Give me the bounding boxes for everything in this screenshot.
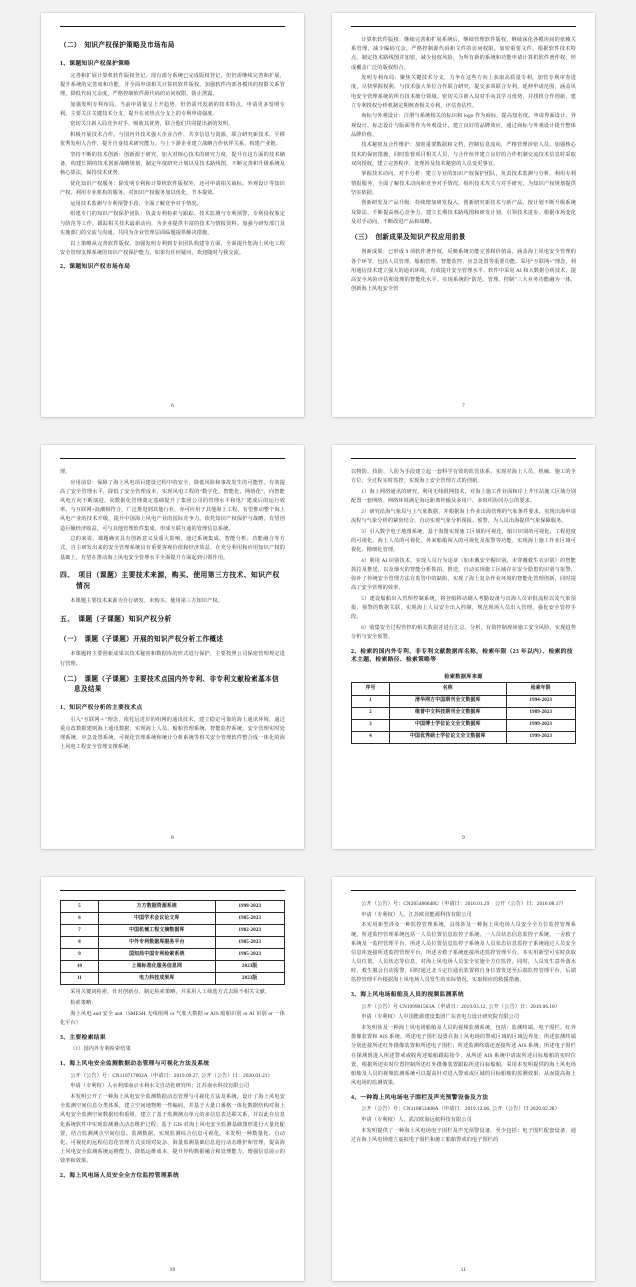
body-paragraph: 创新成果：已形成 9 项软件著作权，反映系统功能完善和价值高。涵盖海上风电安全管理的各个环节，包括人员管理、船舶管理、智能监控、应急处置等重要功能。采用“互联网+”理念，利用通信技术建立强大的通讯环境，有效提升安全管理水平。软件中采用 AI 和大数据分析技术，提高安全风险评估和处理的智能化水平。实现系统的“防范、管理、控制”三大业务功能融为一体，创新海上风电安全管 xyxy=(351,249,576,293)
body-paragraph: 完善和扩展计算机软件版权登记。现有部分系统已完成版权登记，但仍需继续完善和扩展，提升系统的完善度和功能，并全面申请相关计算机软件版权。加强软件内部各模块的权限关系管理，降低代码冗余度，严格控制软件源代码的访问权限，防止泄露。 xyxy=(60,72,285,97)
page-spacer xyxy=(60,1184,285,1264)
table-cell: 清华网方中国期刊全文数据库 xyxy=(390,695,506,707)
page-spacer xyxy=(60,275,285,400)
body-paragraph: 以上策略从完善软件版权、加强发明专利到专业团队构建等方面，全面提升您海上风电工程安全管理支撑系统的知识产权保护能力。如果有任何疑问，欢迎随时与我交流。 xyxy=(60,240,285,256)
chapter-heading: 四、 项目（课题）主要技术来源，购买、使用第三方技术、知识产权情况 xyxy=(60,572,280,590)
body-paragraph: 本实用新型涉及一种监控管理系统，具体涉及一种海上风电场人员安全全方位监控管理系统。所述监控管理系统包括一人员位置信息监控子系统、一人员状态信息监控子系统、一舍救子系统及一监控管理平台，所述人员位置信息监控子系统及人员状态信息监控子系统通过人员安全信息库连接所述监控管理平台，所述舍救子系统连接所述监控管理平台。本实用新型可实时获取人员位置、人员状态等信息，对海上风电场人员安全实施全方位监控。同时，人员发生意外落水时，救生服会自动报警，同时通过北斗定位通讯装置将自身位置发送至后端监控管理平台，后端监控管理平台根据海上风电场人员发生的实际情况，实取相应的救援措施。 xyxy=(351,922,576,984)
body-paragraph: 计算机软件版权：继续完善和扩展系统后，继续管理软件版权，继续深化各模块间的依赖关系管理，减少编码冗余。严格控制源代码和文件的访问权限，加密重要文件。根据软件技术特点，制定技术路线图并加密，减少侵权风险，为所有新的系统和功能申请计算机软件著作权，形成覆盖广泛的版权组合。 xyxy=(351,37,576,71)
document-page xyxy=(41,445,304,849)
table-row xyxy=(61,925,285,937)
table-cell: 2 xyxy=(352,707,390,719)
body-paragraph: 掌握技术动向、对手分析：建立专业的知识产权保护团队，负责技术监测与分析。利用专利情报服务，全面了解技术动向和竞争对手情况。组织技术攻关与对手研究，为知识产权规划提供坚实依据。 xyxy=(351,171,576,196)
page-spacer xyxy=(351,296,576,400)
page-number: 7 xyxy=(462,403,465,409)
table-cell: 1985-2023 xyxy=(215,913,284,925)
body-paragraph: 公开（公告）号：CN205486648U（申请日：2016.01.29 公开（公告）日：2016.08.17） xyxy=(361,901,567,907)
table-cell: 万方数据资源系统 xyxy=(99,901,215,913)
body-paragraph: 运用技术监测与专利预警手段，全面了解竞争对手情况。 xyxy=(70,200,202,207)
numbered-heading: 1、知识产权分析的主要技术点 xyxy=(60,705,143,711)
table-row xyxy=(61,913,285,925)
table-cell: 7 xyxy=(61,925,99,937)
body-paragraph: 以物防、技防、人防为手段建立起一套科学有效的监管体系，实现对海上人员、机械、施工的全方位、全过程实时监控，实现海上安全管理方式的创新。 xyxy=(351,469,576,485)
document-page xyxy=(41,877,304,1281)
page-number: 9 xyxy=(462,835,465,841)
section-heading: （二） 课题（子课题）主要技术点国内外专利、非专利文献检索基本信息及结果 xyxy=(60,676,279,694)
body-paragraph: 2）研究沿海气象局与上气象数据，并根据海上作业出海管理的气象条件要求。实现出海申请流程与气象分析的紧密结合，自动实现气象分析预报、预警，为人员出海提供气象保障服务。 xyxy=(351,508,576,524)
body-paragraph: 3）引入数字电子地图系统，基于海图实现施工区域的可视化，船只识别的可视化、工程进度的可视化、海上人员的可视化、外来船舶闯入的可视化及报警等功能，实现海上施工作业区域可视化、精细化管理。 xyxy=(351,528,576,553)
table-cell: 1982-2023 xyxy=(215,925,284,937)
body-paragraph: 商标与外观设计：注册与系统相关的标识和 logo 作为商标，提高知名度。申请界面设计、外观设计、标志设计与版面等作为外观设计，建立良好的品牌效应，通过商标与外观设计提升整体品牌价值。 xyxy=(351,113,576,138)
table-cell: 4 xyxy=(352,731,390,743)
page-content xyxy=(351,890,576,1275)
body-paragraph: 坚持不断的技术创新：创新源于研究，加大对核心技术的研究力度，提升在这方面的技术储备。构建长期的技术创新战略规划，制定年度研究计划以及技术路线图，不断完善和升级系统及核心算法，保持技术优势。 xyxy=(60,151,285,177)
body-paragraph: 总的来说，课题确实具有创新意义及重大影响。通过系统集成、智能分析、功能融合等方式，自主研发出来的安全管理系统具有重要客观价值和经济效益。在充分利用和应用知识产权的基础上，有望在推动海上风电安全管理水平全面提升方面起到引领作用。 xyxy=(60,536,285,561)
header-rule xyxy=(351,26,576,27)
document-page xyxy=(332,445,595,849)
table-header-row xyxy=(352,683,576,695)
body-paragraph: 采用关键词检索，针对创新点，制定检索策略，并采用人工筛选方式去除不相关文献。 xyxy=(70,989,271,996)
page-number: 8 xyxy=(171,835,174,841)
numbered-heading: 2、课题知识产权市场布局 xyxy=(60,264,131,271)
body-paragraph: 积极开展技术合作。与国内外技术强大企业合作，共享信息与资源，联合研究新技术。平移优秀发明人合作，提升自身技术研究能力。与上下游企业建立战略合作伙伴关系，构建产业链。 xyxy=(60,132,285,148)
document-page xyxy=(41,13,304,417)
section-heading: （三） 创新成果及知识产权应用前景 xyxy=(351,234,466,242)
body-paragraph: 技术秘密及合作维护：加密重要数据和文档，控制信息流向，严格管理涉密人员。加强核心技术的保密措施，同时监督项目相关人员，与合作伙伴建立良好的合作机制交流技术信息时采取双向授权，建立完善程序，处理涉及技术秘密的人员变更事宜。 xyxy=(351,142,576,167)
body-paragraph: 加强发明专利布局。当前申请量呈上升趋势，但仍需开发新的技术特点，申请更多发明专利。主要关注关键技术分支，提升在该热点分支上的专利申请强度。 xyxy=(60,101,285,117)
body-paragraph: 申请（专利权）人水利部南京水利水文自动化研究所；江苏南水科技有限公司 xyxy=(70,1083,250,1090)
section-heading: （二） 知识产权保护策略及市场布局 xyxy=(60,42,175,49)
table-cell: 9 xyxy=(61,949,99,961)
body-paragraph: 组建专门的知识产权保护团队：负责专利检索与跟踪、技术监测与专利预警、专利侵权鉴定与防范等工作，跟踪相关技术最新动向，为企业提供丰富的技术与情报资料。加强与研发部门及实施部门的交流与沟通，共同为企业管理层面临题提供解决措施。 xyxy=(60,211,285,236)
page-spacer xyxy=(351,747,576,832)
search-database-table xyxy=(351,682,576,743)
search-database-table xyxy=(60,900,285,985)
numbered-heading: 3、主要检索结果 xyxy=(60,1034,106,1041)
table-row xyxy=(61,901,285,913)
page-content xyxy=(351,458,576,843)
table-cell: 中国优秀硕士学位论文全文数据库 xyxy=(390,731,506,743)
numbered-heading: 1、课题知识产权保护策略 xyxy=(60,60,131,67)
header-rule xyxy=(351,890,576,891)
body-paragraph: 本课题主要技术来源为自行研发，未购买、使用第三方知识产权。 xyxy=(70,598,223,605)
page-spacer xyxy=(60,754,285,832)
table-cell: 电力科技成果库 xyxy=(99,973,215,985)
table-header-cell: 序号 xyxy=(352,683,390,695)
page-content xyxy=(60,26,285,411)
table-caption: 检索数据库来源 xyxy=(444,673,483,680)
page-spacer xyxy=(351,1147,576,1264)
body-paragraph: 申请（专利权）人、武汉欧海远航科技有限公司 xyxy=(361,1117,472,1124)
body-paragraph: 5）建设船舶出入管理控制系统，将登船移动刷入考勤设备与出海人员审批流程以及气象预报、预警的数据关联，实现海上人员安全出入控制，规范现场人员出入管理，强化安全管控手段。 xyxy=(351,595,576,621)
body-paragraph: 申请（专利权）人中国能源建设集团广东省电力设计研究院有限公司 xyxy=(361,1014,520,1021)
table-cell: 1 xyxy=(352,695,390,707)
body-paragraph: 优化知识产权服务：除发明专利和计算机软件版权外，还可申请相关商标、外观设计等知识产权。利用专业机构的服务，对知识产权服务加以优化，节本提效。 xyxy=(60,180,285,197)
body-paragraph: 公开（公告）号 CN109901563A（申请日：2019.03.12, 公开（公告）日：2019.06.18） xyxy=(361,1003,561,1010)
table-cell: 1999-2023 xyxy=(506,719,575,731)
table-cell: 1994-2023 xyxy=(506,695,575,707)
body-paragraph: 海上风电 and 安全 and（SMESH 无线组网 or 气象大数据 or AIS 船舶识别 or AI 识别 or 一体化平台） xyxy=(60,1010,285,1026)
page-number: 11 xyxy=(460,1267,467,1273)
table-cell: 6 xyxy=(61,913,99,925)
numbered-heading: 2、海上风电场人员安全全方位监控管理系统 xyxy=(60,1172,180,1179)
body-paragraph: 本发明公开了一种海上风电安全监测数据动态管理与可视化方法及系统。设计了海上风电安全监测空间信息分类体系，建立空间地物唯一性编码，并基于大量口番格一体化数据结构对海上风电安全监测空间数据结构重组，建立了基于监测测点单元的多信息表达联关系，并以此在信息化系统软件中实现监测测点动态维护过程；基于 GIS 对海上风电安全监测基础图形进行大量化配置，结合监测测点空间信息、监测数据，实现监测综合信息可视化。本发明一种数量化、自动化、可视化的远程信息化管理方式实现对复杂、海量监测基础信息进行动态维护和管理，提高海上风电安全监测系统运维能力，降低运维成本，提升异构数据融合和处理能力，增强信息展示的效率和效果。 xyxy=(60,1094,285,1165)
table-row xyxy=(61,961,285,973)
table-cell: 1999-2023 xyxy=(506,731,575,743)
table-row xyxy=(61,937,285,949)
body-paragraph: 申请（专利权）人、江苏欧讯能源科技有限公司 xyxy=(361,911,472,918)
header-rule xyxy=(351,458,576,459)
table-cell: 中外专利数据库服务平台 xyxy=(99,937,215,949)
body-paragraph: 公开（公告）号：CN110717002A（申请日：2019.09.27, 公开（公告）日：2020.01.21） xyxy=(70,1072,273,1079)
table-cell: 11 xyxy=(61,973,99,985)
table-row xyxy=(352,707,576,719)
table-cell: 维普中文科技期刊全文数据库 xyxy=(390,707,506,719)
table-cell: 2023版 xyxy=(215,961,284,973)
page-content xyxy=(60,458,285,843)
table-cell: 1989-2023 xyxy=(506,707,575,719)
body-paragraph: （1）国内外专利检索结果 xyxy=(70,1046,131,1053)
body-paragraph: 公开（公告）号：CN110853408A（申请日：2019.12.06, 公开（公告）日 2020.02.28） xyxy=(361,1106,560,1113)
table-cell: 5 xyxy=(61,901,99,913)
table-header-cell: 名称 xyxy=(390,683,506,695)
table-cell: 3 xyxy=(352,719,390,731)
numbered-heading: 4、一种海上风电场电子围栏及声光预警设备及方法 xyxy=(351,1094,489,1101)
page-number: 10 xyxy=(169,1267,176,1273)
header-rule xyxy=(60,890,285,891)
table-cell: 10 xyxy=(61,961,99,973)
body-paragraph: 检索策略： xyxy=(70,1000,97,1007)
table-cell: 1998-2023 xyxy=(215,901,284,913)
table-cell: 中国博士学位论文全文数据库 xyxy=(390,719,506,731)
body-paragraph: 创新研发及产品升级：持续增加研发投入，创新研究新技术与新产品。按计划不断升级系统及算法，不断提高核心竞争力。建立长期技术路线图和研发计划，引领技术进步。根据市场变化及对手动向，不断改进产品和战略。 xyxy=(351,200,576,225)
table-row xyxy=(61,973,285,985)
chapter-heading: 五、 课题（子课题）知识产权分析 xyxy=(60,615,172,623)
table-cell: 上海标准化服务信息网 xyxy=(99,961,215,973)
document-page xyxy=(332,877,595,1281)
table-row xyxy=(352,719,576,731)
body-paragraph: 密切关注新入局竞争对手，吸收其优势，联合他们共同提出新的发明。 xyxy=(70,121,234,128)
section-heading: （一） 课题（子课题）开展的知识产权分析工作概述 xyxy=(60,636,224,644)
table-cell: 国知局中国专利检索系统 xyxy=(99,949,215,961)
body-paragraph: 应用前景：保障了海上风电项目建设过程中的安全，降低风险和事故发生的可能性。有效提高了安全管理水平，降低了安全管理成本，实现风电工程的“数字化、智能化、网络化”，向智能风电方向不断演进。向数据化管理奠定基础提升了集团公司的管理水平和电厂建成后的运行效率。与互联网+浪潮相符合，广泛推进到其他行业，亦可应用于其他海上工程。有望推动整个海上风电产业的技术升级，提升中国海上风电产业的国际竞争力。依托知识产权保护与战略，有望创造巨额经济收益，可与其他管理软件集成，形成互联互通的管理信息系统。 xyxy=(60,479,285,532)
body-paragraph: 本课题将主要创新成果以技术秘密和数据库的形式进行保护，主要按照公司保密管理规定进行管理。 xyxy=(60,651,285,667)
table-cell: 中国学术会议论文库 xyxy=(99,913,215,925)
table-cell: 中国机械工程文摘数据库 xyxy=(99,925,215,937)
header-rule xyxy=(60,26,285,27)
page-number: 6 xyxy=(171,403,174,409)
document-page xyxy=(332,13,595,417)
table-header-cell: 检索年限 xyxy=(506,683,575,695)
body-paragraph: 本发明涉及一种海上风电场船舶及人员的视频监测系统，包括：监测终端、电子围栏、红外摄像装置和 AIS 系统。所述电子围栏设置在海上风电场的警戒区域的区域边界处；所述监测终端分别连接所述红外摄像装置和所述电子围栏；所述监测终端还连接所述 AIS 系统；所述电子围栏在探测到进入所述警戒或收所述船舶跟踪指令，从所述 AIS 系统中请取所述目标船舶的实时位置，根据所述实时位置控制所述红外摄像装置跟踪所述目标船舶。采用本发明提供的海上风电场船舶及人员的视频监测系统可以提高针对进入警戒或区域的目标船舶的监测效果，从而提高海上风电场的监测效果。 xyxy=(351,1025,576,1087)
table-cell: 1985-2023 xyxy=(215,949,284,961)
body-paragraph: 6）收集安全过程管控的相关数据并进行汇总、分析，有效控制现场施工安全风险，实现趋势分析与安全预警。 xyxy=(351,624,576,640)
numbered-heading: 3、海上风电场船舶及人员的视频监测系统 xyxy=(351,992,464,999)
page-content xyxy=(60,890,285,1275)
numbered-heading: 1、海上风电安全监测数据动态管理与可视化方法及系统 xyxy=(60,1060,210,1067)
table-row xyxy=(61,949,285,961)
body-paragraph: 发明专利布局：聚焦关键技术分支，力争在这些方向上获取高质量专利。加管专利审查进度，尽快掌握权利。与技术强大单位合作联合研究，提交多项联合专利。延伸申请范围，涵盖风电安全管理系统的所有技术细分领域。密切关注新入局对手向其学习优势，并找机合作创新，建立专利授权分析机制定期核查相关专利，评估查估性。 xyxy=(351,75,576,109)
body-paragraph: 1）海上网络通讯的研究。利用无线组网技术，对海上施工作业面和岸上升压站施工区域分别配置一套网络。网络环境满足海远距离传输及多用户、多组织协同办公的要求。 xyxy=(351,488,576,505)
table-cell: 8 xyxy=(61,937,99,949)
table-row xyxy=(352,731,576,743)
body-paragraph: 引入“互联网＋”理念，依托远近岸的组网的通讯技术，建立稳定可靠的海上通讯环境，通过重点改数据建则海上通讯数据，实现海上人员、船舶管理系统、智能监控系统、安全管理实时处理系统、应急处置系统、可视化管理系统和统计分析系统等相关安全管理软件整合成一体化的海上风电工程安全管理支撑系统； xyxy=(60,716,285,751)
body-paragraph: 本发明提供了一种海上风电场电子围栏及声光预警设备，至少包括：电子围栏配套设备，通过在海上风电场建立虚拟电子围栏和施工船舶警戒的电子围栏的 xyxy=(351,1127,576,1143)
table-cell: 2023版 xyxy=(215,973,284,985)
table-cell: 1985-2023 xyxy=(215,937,284,949)
table-row xyxy=(352,695,576,707)
page-content xyxy=(351,26,576,411)
header-rule xyxy=(60,458,285,459)
numbered-heading: 2、检索的国内外专利、非专利文献数据库名称，检索年限（23 年以内）、检索的技术主题、检索路径、检索策略等 xyxy=(351,648,573,664)
body-paragraph: 4）利用 AI 识别技术，实现人员行为违章（如未戴安全帽识别、未穿戴救生衣识别）的智能抓拉及推送，以及烟火的智能分析抓拍、推送，自动实现施工区域存在安全隐患的识别与报警，弥补了传统安全管理方法在监管中的缺陷，实现了海上复杂作业环境的智能化管理创新，同时提高了安全管理的效率。 xyxy=(351,557,576,592)
body-paragraph: 理。 xyxy=(60,469,71,475)
